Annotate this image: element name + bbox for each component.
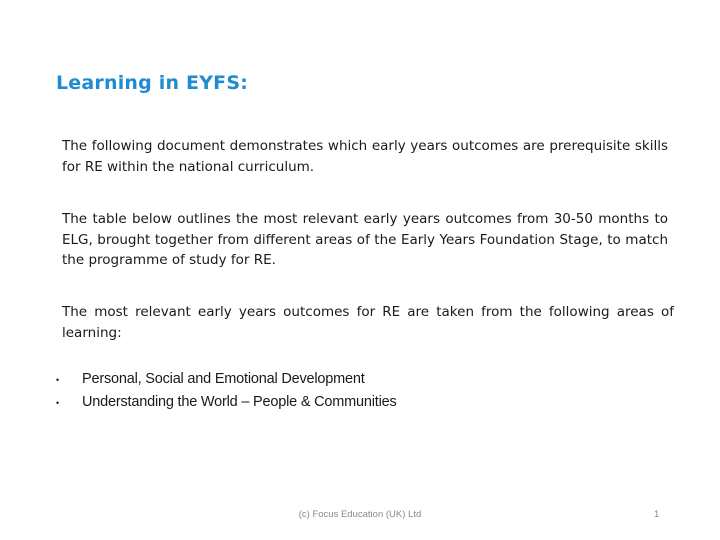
slide-title: Learning in EYFS:: [56, 72, 249, 94]
intro-paragraph: The following document demonstrates which early years outcomes are prerequisite skills for RE within the national curriculum.: [62, 138, 668, 175]
areas-of-learning-list: [52, 369, 397, 414]
list-item: [52, 392, 397, 415]
bullet-icon: •: [56, 397, 59, 408]
footer-copyright: (c) Focus Education (UK) Ltd: [298, 509, 422, 520]
page-number: 1: [654, 509, 660, 520]
bullet-icon: •: [56, 375, 59, 385]
list-item-label: Personal, Social and Emotional Development: [82, 371, 365, 387]
table-description-paragraph: The table below outlines the most relevant early years outcomes from 30-50 months to ELG, brought together from different areas of the Early Years Foundation Stage, to match the programme of study for RE.: [62, 211, 668, 268]
areas-of-learning-paragraph: The most relevant early years outcomes for RE are taken from the following areas of learning:: [62, 304, 674, 341]
list-item: [52, 369, 397, 392]
list-item-label: Understanding the World – People & Communities: [82, 393, 397, 410]
